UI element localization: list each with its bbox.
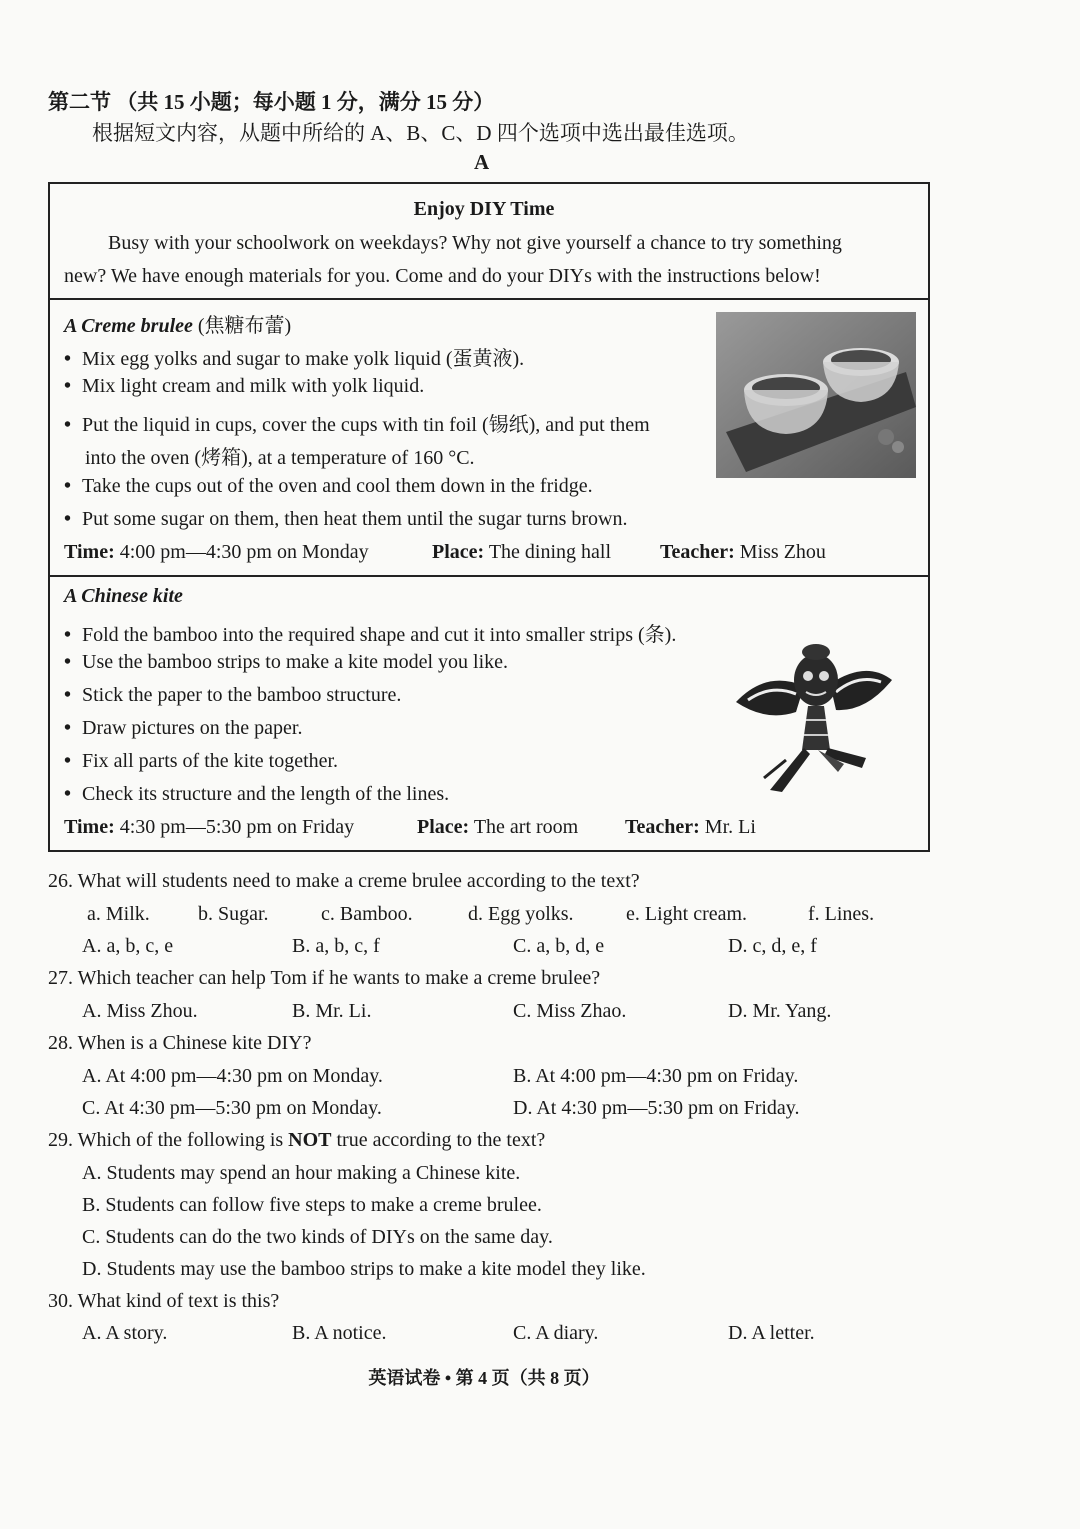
list-item: • Mix egg yolks and sugar to make yolk liquid (蛋黄液). <box>64 348 525 370</box>
q26-item: b. Sugar. <box>198 903 269 925</box>
q26-item: a. Milk. <box>87 903 150 925</box>
kite-illustration <box>726 640 902 810</box>
passage-title: Enjoy DIY Time <box>413 198 555 220</box>
kite-place: Place: The art room <box>417 816 579 838</box>
q26-option-a[interactable]: A. a, b, c, e <box>82 935 174 957</box>
list-item: • Put the liquid in cups, cover the cups with tin foil (锡纸), and put them <box>64 414 650 436</box>
list-item: • Stick the paper to the bamboo structure. <box>64 684 402 706</box>
intro-text: new? We have enough materials for you. Come and do your DIYs with the instructions below! <box>64 265 821 287</box>
list-item-continued: into the oven (烤箱), at a temperature of 160 °C. <box>85 447 475 469</box>
q28-option-b[interactable]: B. At 4:00 pm—4:30 pm on Friday. <box>513 1065 799 1087</box>
question-26-stem: 26. What will students need to make a creme brulee according to the text? <box>48 870 640 892</box>
divider <box>48 298 930 300</box>
creme-time: Time: 4:00 pm—4:30 pm on Monday <box>64 541 369 563</box>
list-item: • Check its structure and the length of the lines. <box>64 783 450 805</box>
q29-option-d[interactable]: D. Students may use the bamboo strips to make a kite model they like. <box>82 1258 646 1280</box>
q27-option-c[interactable]: C. Miss Zhao. <box>513 1000 627 1022</box>
creme-teacher: Teacher: Miss Zhou <box>660 541 826 563</box>
question-30-stem: 30. What kind of text is this? <box>48 1290 280 1312</box>
question-29-stem: 29. Which of the following is NOT true according to the text? <box>48 1129 546 1151</box>
q30-option-a[interactable]: A. A story. <box>82 1322 168 1344</box>
q30-option-b[interactable]: B. A notice. <box>292 1322 387 1344</box>
q27-option-a[interactable]: A. Miss Zhou. <box>82 1000 198 1022</box>
list-item: • Take the cups out of the oven and cool them down in the fridge. <box>64 475 593 497</box>
q26-option-d[interactable]: D. c, d, e, f <box>728 935 817 957</box>
question-27-stem: 27. Which teacher can help Tom if he wants to make a creme brulee? <box>48 967 601 989</box>
q30-option-d[interactable]: D. A letter. <box>728 1322 815 1344</box>
q26-item: f. Lines. <box>808 903 875 925</box>
kite-title: A Chinese kite <box>64 585 183 607</box>
q27-option-d[interactable]: D. Mr. Yang. <box>728 1000 832 1022</box>
q30-option-c[interactable]: C. A diary. <box>513 1322 599 1344</box>
q29-option-c[interactable]: C. Students can do the two kinds of DIYs on the same day. <box>82 1226 553 1248</box>
section-instruction: 根据短文内容，从题中所给的 A、B、C、D 四个选项中选出最佳选项。 <box>92 121 749 145</box>
page-footer: 英语试卷 • 第 4 页（共 8 页） <box>368 1368 600 1388</box>
creme-brulee-photo <box>716 312 916 478</box>
kite-time: Time: 4:30 pm—5:30 pm on Friday <box>64 816 355 838</box>
q29-option-b[interactable]: B. Students can follow five steps to make a creme brulee. <box>82 1194 542 1216</box>
creme-title: A Creme brulee (焦糖布蕾) <box>64 315 292 337</box>
intro-text: Busy with your schoolwork on weekdays? Why not give yourself a chance to try something <box>108 232 842 254</box>
q26-item: e. Light cream. <box>626 903 748 925</box>
section-title: 第二节 （共 15 小题；每小题 1 分，满分 15 分） <box>48 90 495 114</box>
question-28-stem: 28. When is a Chinese kite DIY? <box>48 1032 312 1054</box>
q28-option-c[interactable]: C. At 4:30 pm—5:30 pm on Monday. <box>82 1097 382 1119</box>
q29-option-a[interactable]: A. Students may spend an hour making a Chinese kite. <box>82 1162 521 1184</box>
list-item: • Fix all parts of the kite together. <box>64 750 339 772</box>
q26-option-c[interactable]: C. a, b, d, e <box>513 935 605 957</box>
list-item: • Put some sugar on them, then heat them until the sugar turns brown. <box>64 508 628 530</box>
q26-option-b[interactable]: B. a, b, c, f <box>292 935 380 957</box>
list-item: • Fold the bamboo into the required shape and cut it into smaller strips (条). <box>64 624 677 646</box>
q27-option-b[interactable]: B. Mr. Li. <box>292 1000 372 1022</box>
creme-place: Place: The dining hall <box>432 541 612 563</box>
part-label: A <box>474 150 490 174</box>
q28-option-d[interactable]: D. At 4:30 pm—5:30 pm on Friday. <box>513 1097 800 1119</box>
list-item: • Use the bamboo strips to make a kite model you like. <box>64 651 509 673</box>
kite-teacher: Teacher: Mr. Li <box>625 816 756 838</box>
q26-item: c. Bamboo. <box>321 903 413 925</box>
q26-item: d. Egg yolks. <box>468 903 574 925</box>
list-item: • Mix light cream and milk with yolk liquid. <box>64 375 425 397</box>
q28-option-a[interactable]: A. At 4:00 pm—4:30 pm on Monday. <box>82 1065 383 1087</box>
list-item: • Draw pictures on the paper. <box>64 717 303 739</box>
divider <box>48 575 930 577</box>
